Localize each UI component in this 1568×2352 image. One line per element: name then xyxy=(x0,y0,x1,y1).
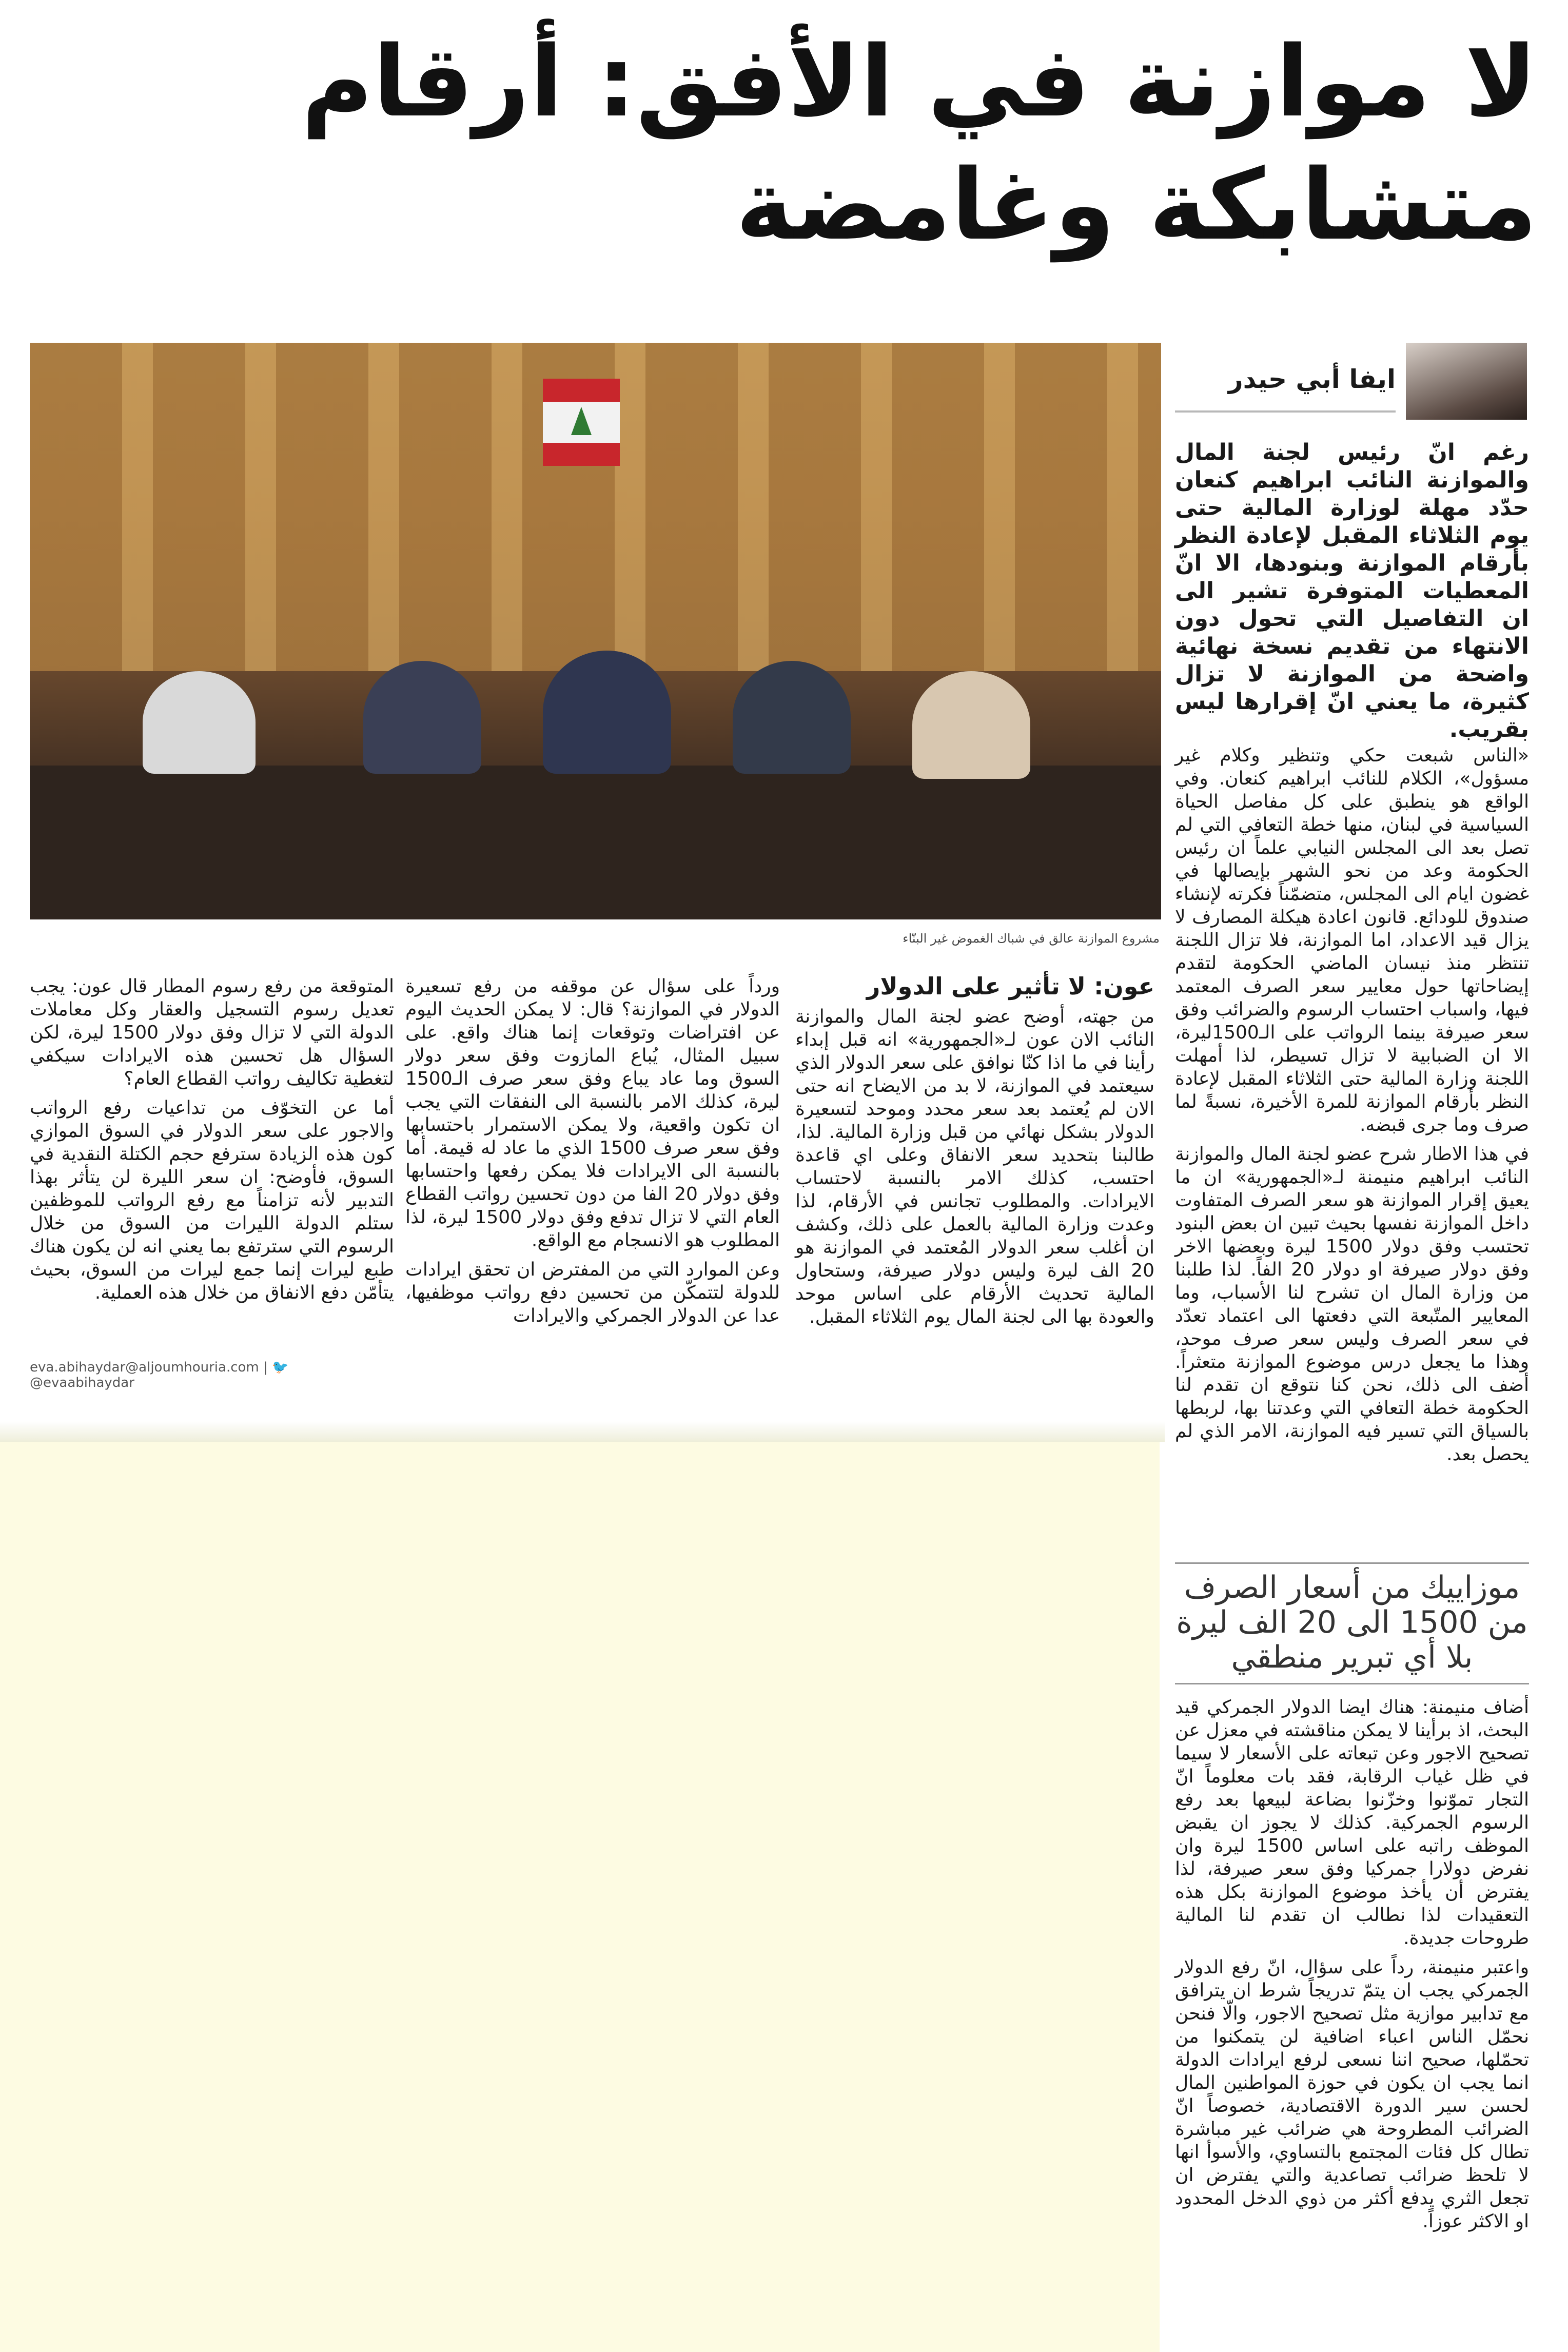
person-icon xyxy=(543,651,671,774)
blank-ad-area xyxy=(0,1442,1160,2352)
subheading: عون: لا تأثير على الدولار xyxy=(866,972,1154,1000)
email-text: eva.abihaydar@aljoumhouria.com xyxy=(30,1360,259,1375)
body-column-5 xyxy=(1175,1696,1529,2239)
body-paragraph: في هذا الاطار شرح عضو لجنة المال والموازنة النائب ابراهيم منيمنة لـ«الجمهورية» ان ما يعيق إقرار الموازنة هو سعر الصرف المتفاوت داخل الموازنة نفسها بحيث تبين ان بعض البنود تحتسب وفق دولار 1500 ليرة وبعضها الاخر وفق دولار صيرفة او دولار 20 الفاً. لذا طلبنا من وزارة المال ان تشرح لنا الأسباب، وما المعايير المتّبعة التي دفعتها الى اعتماد تعدّد في سعر الصرف وليس سعر صرف موحد، وهذا ما يجعل درس موضوع الموازنة متعثراً. أضف الى ذلك، نحن كنا نتوقع ان تقدم لنا الحكومة خطة التعافي التي وعدتنا بها، لربطها بالسياق التي تسير فيه الموازنة، الامر الذي لم يحصل بعد. xyxy=(1175,1144,1529,1465)
body-column-1 xyxy=(1175,744,1529,1472)
contact-separator: | xyxy=(263,1360,272,1375)
body-paragraph: أما عن التخوّف من تداعيات رفع الرواتب والاجور على سعر الدولار في السوق الموازي كون هذه الزيادة سترفع حجم الكتلة النقدية في السوق، فأوضح: ان سعر الليرة لن يتأثر بهذا التدبير لأنه تزامناً مع رفع الرواتب للموظفين ستلم الدولة الليرات من السوق من خلال الرسوم التي سترتفع بما يعني انه لن يكون هناك طبع ليرات إنما جمع ليرات من السوق، بحيث يتأمّن دفع الانفاق من خلال هذه العملية. xyxy=(30,1097,394,1303)
person-icon xyxy=(143,671,256,774)
body-paragraph: أضاف منيمنة: هناك ايضا الدولار الجمركي قيد البحث، اذ برأينا لا يمكن مناقشته في معزل عن تصحيح الاجور وعن تبعاته على الأسعار لا سيما في ظل غياب الرقابة، فقد بات معلوماً انّ التجار تموّنوا وخزّنوا بضاعة لبيعها بعد رفع الرسوم الجمركية. كذلك لا يجوز ان يقبض الموظف راتبه على اساس 1500 ليرة وان نفرض دولارا جمركيا وفق سعر صيرفة، لذا يفترض أن يأخذ موضوع الموازنة بكل هذه التعقيدات لذا نطالب ان تقدم لنا المالية طروحات جديدة. xyxy=(1175,1697,1529,1949)
committee-desk xyxy=(30,766,1161,919)
page-fold-shadow xyxy=(0,1421,1165,1442)
twitter-handle: @evaabihaydar xyxy=(30,1375,134,1390)
body-column-2 xyxy=(795,972,1154,1335)
author-portrait-icon xyxy=(1406,343,1527,420)
body-paragraph: واعتبر منيمنة، رداً على سؤال، انّ رفع الدولار الجمركي يجب ان يتمّ تدريجاً شرط ان يترافق مع تدابير موازية مثل تصحيح الاجور، والّا فنحن نحمّل الناس اعباء اضافية لن يتمكنوا من تحمّلها، صحيح اننا نسعى لرفع ايرادات الدولة انما يجب ان يكون في حوزة المواطنين المال لحسن سير الدورة الاقتصادية، خصوصاً انّ الضرائب المطروحة هي ضرائب غير مباشرة تطال كل فئات المجتمع بالتساوي، والأسوأ انها لا تلحظ ضرائب تصاعدية والتي يفترض ان تجعل الثري يدفع أكثر من ذوي الدخل المحدود او الاكثر عوزاً. xyxy=(1175,1957,1529,2232)
headline: لا موازنة في الأفق: أرقام متشابكة وغامضة xyxy=(301,25,1537,262)
pull-quote-top-rule xyxy=(1175,1562,1529,1564)
body-paragraph: ورداً على سؤال عن موقفه من رفع تسعيرة الدولار في الموازنة؟ قال: لا يمكن الحديث اليوم عن افتراضات وتوقعات إنما هناك واقع. على سبيل المثال، يُباع المازوت وفق سعر دولار السوق وما عاد يباع وفق سعر صرف الـ1500 ليرة، كذلك الامر بالنسبة الى النفقات التي يجب ان تكون واقعية، ولا يمكن الاستمرار باحتسابها وفق سعر صرف 1500 الذي ما عاد له قيمة. أما بالنسبة الى الايرادات فلا يمكن رفعها واحتسابها وفق دولار 20 الفا من دون تحسين رواتب القطاع العام التي لا تزال تدفع وفق دولار 1500 ليرة، لذا المطلوب هو الانسجام مع الواقع. xyxy=(405,976,780,1251)
body-paragraph: «الناس شبعت حكي وتنظير وكلام غير مسؤول»، الكلام للنائب ابراهيم كنعان. وفي الواقع هو ينطبق على كل مفاصل الحياة السياسية في لبنان، منها خطة التعافي التي لم تصل بعد الى المجلس النيابي علماً ان رئيس الحكومة وعد من نحو الشهر بإيصالها في غضون ايام الى المجلس، متضمّناً فكرته لإنشاء صندوق للودائع. قانون اعادة هيكلة المصارف لا يزال قيد الاعداد، اما الموازنة، فلا تزال اللجنة تنتظر منذ نيسان الماضي الحكومة لتقدم إيضاحاتها حول معايير سعر الصرف المعتمد فيها، واسباب احتساب الرسوم والضرائب وفق سعر صيرفة بينما الرواتب على الـ1500ليرة، الا ان الضبابية لا تزال تسيطر، لذا أمهلت اللجنة وزارة المالية حتى الثلاثاء المقبل لإعادة النظر بأرقام الموازنة للمرة الأخيرة، نسبةً لما صرف وما جرى قبضه. xyxy=(1175,745,1529,1135)
body-column-4 xyxy=(30,975,394,1310)
twitter-icon: 🐦 xyxy=(272,1360,289,1375)
person-icon xyxy=(733,661,851,774)
lead-paragraph: رغم انّ رئيس لجنة المال والموازنة النائب ابراهيم كنعان حدّد مهلة لوزارة المالية حتى يوم الثلاثاء المقبل لإعادة النظر بأرقام الموازنة وبنودها، الا انّ المعطيات المتوفرة تشير الى ان التفاصيل التي تحول دون الانتهاء من تقديم نسخة نهائية واضحة من الموازنة لا تزال كثيرة، ما يعني انّ إقرارها ليس بقريب. xyxy=(1175,439,1529,742)
photo-caption: مشروع الموازنة عالق في شباك الغموض غير البنّاء xyxy=(903,931,1160,946)
person-icon xyxy=(363,661,481,774)
byline-divider xyxy=(1175,410,1396,413)
lebanese-flag-icon xyxy=(543,379,620,466)
pull-quote-bottom-rule xyxy=(1175,1683,1529,1684)
author-name: ايفا أبي حيدر xyxy=(1228,364,1396,394)
body-paragraph: وعن الموارد التي من المفترض ان تحقق ايرادات للدولة لتتمكّن من تحسين دفع رواتب موظفيها، عدا عن الدولار الجمركي والايرادات xyxy=(405,1259,780,1326)
author-contact xyxy=(30,1360,394,1390)
body-column-3 xyxy=(405,975,780,1334)
body-paragraph: المتوقعة من رفع رسوم المطار قال عون: يجب تعديل رسوم التسجيل والعقار وكل معاملات الدولة التي لا تزال وفق دولار 1500 ليرة، لكن السؤال هل تحسين هذه الايرادات سيكفي لتغطية تكاليف رواتب القطاع العام؟ xyxy=(30,976,394,1089)
person-icon xyxy=(912,671,1030,779)
body-paragraph: من جهته، أوضح عضو لجنة المال والموازنة النائب الان عون لـ«الجمهورية» انه قبل إبداء رأينا في ما اذا كنّا نوافق على سعر الدولار الذي سيعتمد في الموازنة، لا بد من الايضاح انه حتى الان لم يُعتمد بعد سعر محدد وموحد لتسعيرة الدولار بشكل نهائي من قبل وزارة المالية. لذا، طالبنا بتحديد سعر الانفاق وعلى اي قاعدة احتسب، كذلك الامر بالنسبة لاحتساب الايرادات. والمطلوب تجانس في الأرقام، لذا وعدت وزارة المالية بالعمل على ذلك، وكشف ان أغلب سعر الدولار المُعتمد في الموازنة هو 20 الف ليرة وليس دولار صيرفة، وستحاول المالية تحديث الأرقام على اساس موحد والعودة بها الى لجنة المال يوم الثلاثاء المقبل. xyxy=(795,1006,1154,1327)
parliament-committee-photo-icon xyxy=(30,343,1161,919)
pull-quote: موزاييك من أسعار الصرف من 1500 الى 20 الف ليرة بلا أي تبرير منطقي xyxy=(1176,1570,1528,1675)
